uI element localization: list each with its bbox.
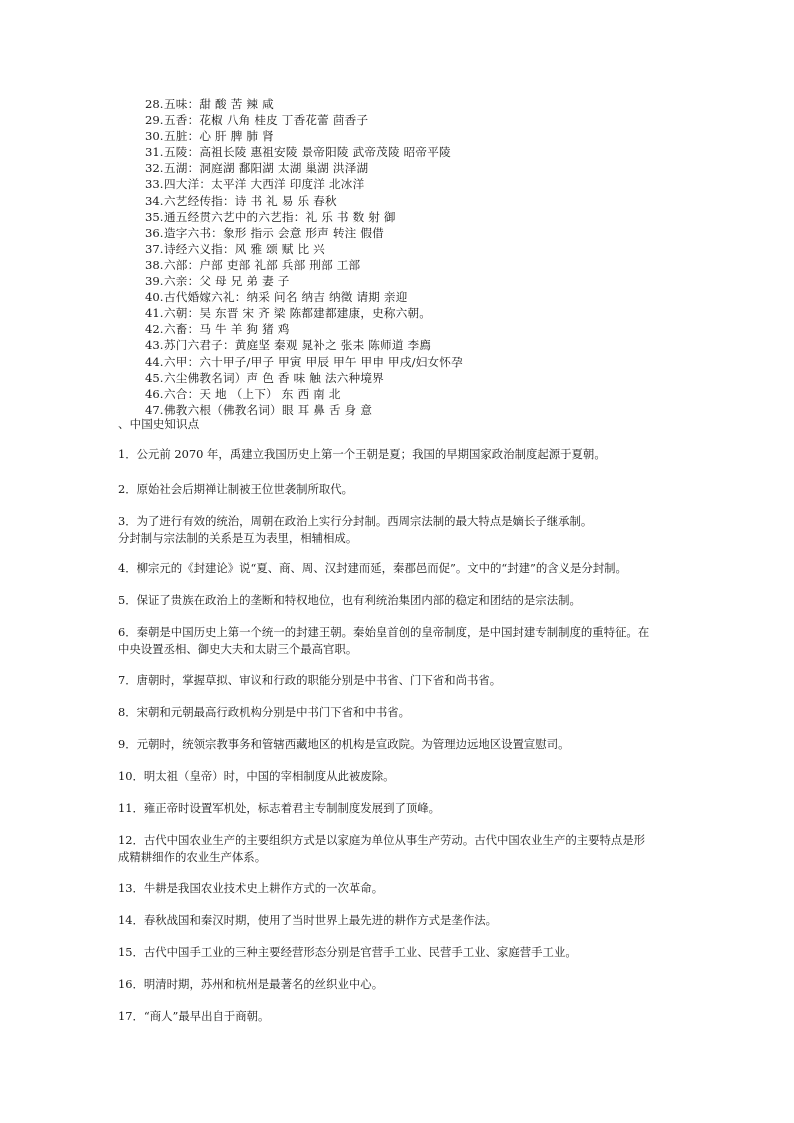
- fact-paragraph: [118, 560, 688, 577]
- list-item-text: 六亲：父 母 兄 弟 妻 子: [164, 274, 290, 289]
- list-item-text: 六尘佛教名词）声 色 香 味 触 法六种境界: [164, 370, 384, 385]
- list-item-number: 31.: [145, 145, 164, 160]
- fact-paragraph: [118, 768, 688, 785]
- fact-paragraph: [118, 592, 688, 609]
- list-item-text: 五湖：洞庭湖 鄱阳湖 太湖 巢湖 洪泽湖: [164, 161, 369, 176]
- fact-line: 2．原始社会后期禅让制被王位世袭制所取代。: [118, 482, 354, 496]
- list-item: [145, 354, 463, 370]
- list-item-number: 30.: [145, 129, 164, 144]
- fact-line: 14．春秋战国和秦汉时期，使用了当时世界上最先进的耕作方式是垄作法。: [118, 913, 497, 927]
- fact-line: 成精耕细作的农业生产体系。: [118, 849, 267, 864]
- fact-line: 17．“商人”最早出自于商朝。: [118, 1009, 270, 1023]
- list-item-text: 五脏：心 肝 脾 肺 肾: [164, 129, 274, 144]
- list-item: [145, 193, 463, 209]
- list-item-text: 五香：花椒 八角 桂皮 丁香花蕾 茴香子: [164, 113, 369, 128]
- list-item: [145, 209, 463, 225]
- list-item-number: 45.: [145, 370, 164, 385]
- list-item: [145, 305, 463, 321]
- fact-line: 分封制与宗法制的关系是互为表里，相辅相成。: [118, 530, 358, 545]
- fact-line: 7．唐朝时，掌握草拟、审议和行政的职能分别是中书省、门下省和尚书省。: [118, 673, 502, 687]
- list-item: [145, 128, 463, 144]
- list-item-number: 33.: [145, 177, 164, 192]
- section-heading: 、中国史知识点: [118, 417, 200, 431]
- fact-paragraph: [118, 513, 688, 546]
- numbered-list: [145, 96, 463, 418]
- fact-paragraph: [118, 912, 688, 929]
- list-item: [145, 176, 463, 192]
- list-item-text: 诗经六义指：风 雅 颂 赋 比 兴: [164, 241, 325, 256]
- fact-line: 1．公元前 2070 年，禹建立我国历史上第一个王朝是夏；我国的早期国家政治制度起源于夏朝。: [118, 447, 606, 461]
- list-item: [145, 289, 463, 305]
- fact-line: 6．秦朝是中国历史上第一个统一的封建王朝。秦始皇首创的皇帝制度，是中国封建专制制度的重特征。在: [118, 625, 650, 639]
- fact-line: 16．明清时期，苏州和杭州是最著名的丝织业中心。: [118, 977, 384, 991]
- list-item-number: 41.: [145, 306, 164, 321]
- list-item-text: 六部：户部 吏部 礼部 兵部 刑部 工部: [164, 257, 361, 272]
- list-item: [145, 112, 463, 128]
- list-item: [145, 321, 463, 337]
- list-item: [145, 370, 463, 386]
- list-item-text: 造字六书：象形 指示 会意 形声 转注 假借: [164, 225, 384, 240]
- list-item: [145, 144, 463, 160]
- list-item: [145, 241, 463, 257]
- list-item-number: 28.: [145, 97, 164, 111]
- list-item-number: 46.: [145, 386, 164, 401]
- list-item-text: 佛教六根（佛教名词）眼 耳 鼻 舌 身 意: [164, 402, 373, 417]
- fact-line: 11．雍正帝时设置军机处，标志着君主专制制度发展到了顶峰。: [118, 801, 441, 815]
- fact-paragraph: [118, 624, 688, 657]
- list-item-text: 六朝：吴 东晋 宋 齐 梁 陈都建都建康，史称六朝。: [164, 306, 432, 321]
- fact-line: 13．牛耕是我国农业技术史上耕作方式的一次革命。: [118, 881, 384, 895]
- fact-paragraph: [118, 1008, 688, 1025]
- list-item: [145, 257, 463, 273]
- list-item-number: 34.: [145, 193, 164, 208]
- list-item-number: 40.: [145, 290, 164, 305]
- fact-paragraph: [118, 704, 688, 721]
- list-item-number: 29.: [145, 113, 164, 128]
- list-item-text: 六艺经传指：诗 书 礼 易 乐 春秋: [164, 193, 337, 208]
- list-item-text: 六甲：六十甲子/甲子 甲寅 甲辰 甲午 甲申 甲戌/妇女怀孕: [164, 354, 463, 369]
- list-item-number: 44.: [145, 354, 164, 369]
- list-item-text: 六畜：马 牛 羊 狗 猪 鸡: [164, 322, 290, 337]
- list-item: [145, 96, 463, 112]
- list-item-number: 36.: [145, 225, 164, 240]
- fact-line: 4．柳宗元的《封建论》说“夏、商、周、汉封建而延，秦郡邑而促”。文中的“封建”的含义是分封制。: [118, 561, 627, 575]
- list-item: [145, 386, 463, 402]
- list-item-text: 五陵：高祖长陵 惠祖安陵 景帝阳陵 武帝茂陵 昭帝平陵: [164, 145, 451, 160]
- list-item-number: 43.: [145, 338, 164, 353]
- fact-line: 10．明太祖（皇帝）时，中国的宰相制度从此被废除。: [118, 769, 395, 783]
- fact-paragraph: [118, 672, 688, 689]
- fact-paragraph: [118, 800, 688, 817]
- list-item-text: 苏门六君子：黄庭坚 秦观 晁补之 张耒 陈师道 李廌: [164, 338, 432, 353]
- fact-line: 3．为了进行有效的统治，周朝在政治上实行分封制。西周宗法制的最大特点是嫡长子继承制。: [118, 514, 593, 528]
- list-item-number: 35.: [145, 209, 164, 224]
- list-item-number: 42.: [145, 322, 164, 337]
- list-item: [145, 273, 463, 289]
- list-item-text: 六合：天 地 （上下） 东 西 南 北: [164, 386, 341, 401]
- fact-line: 中央设置丞相、御史大夫和太尉三个最高官职。: [118, 641, 358, 656]
- fact-line: 8．宋朝和元朝最高行政机构分别是中书门下省和中书省。: [118, 705, 411, 719]
- fact-paragraph: [118, 944, 688, 961]
- list-item-text: 古代婚嫁六礼：纳采 问名 纳吉 纳徵 请期 亲迎: [164, 290, 408, 305]
- list-item-number: 47.: [145, 402, 164, 417]
- list-item-text: 通五经贯六艺中的六艺指：礼 乐 书 数 射 御: [164, 209, 396, 224]
- list-item-text: 四大洋：太平洋 大西洋 印度洋 北冰洋: [164, 177, 365, 192]
- fact-paragraph: [118, 446, 688, 463]
- fact-line: 9．元朝时，统领宗教事务和管辖西藏地区的机构是宣政院。为管理边远地区设置宣慰司。: [118, 737, 570, 751]
- list-item: [145, 225, 463, 241]
- list-item-number: 39.: [145, 274, 164, 289]
- fact-paragraph: [118, 481, 688, 498]
- fact-paragraph: [118, 976, 688, 993]
- list-item: [145, 160, 463, 176]
- fact-paragraph: [118, 880, 688, 897]
- fact-line: 15．古代中国手工业的三种主要经营形态分别是官营手工业、民营手工业、家庭营手工业。: [118, 945, 577, 959]
- list-item-number: 32.: [145, 161, 164, 176]
- fact-line: 12．古代中国农业生产的主要组织方式是以家庭为单位从事生产劳动。古代中国农业生产的主要特点是形: [118, 833, 646, 847]
- fact-line: 5．保证了贵族在政治上的垄断和特权地位，也有利统治集团内部的稳定和团结的是宗法制。: [118, 593, 581, 607]
- list-item-number: 38.: [145, 257, 164, 272]
- list-item-number: 37.: [145, 241, 164, 256]
- list-item: [145, 337, 463, 353]
- fact-paragraph: [118, 832, 688, 865]
- list-item-text: 五味：甜 酸 苦 辣 咸: [164, 97, 274, 111]
- fact-paragraph: [118, 736, 688, 753]
